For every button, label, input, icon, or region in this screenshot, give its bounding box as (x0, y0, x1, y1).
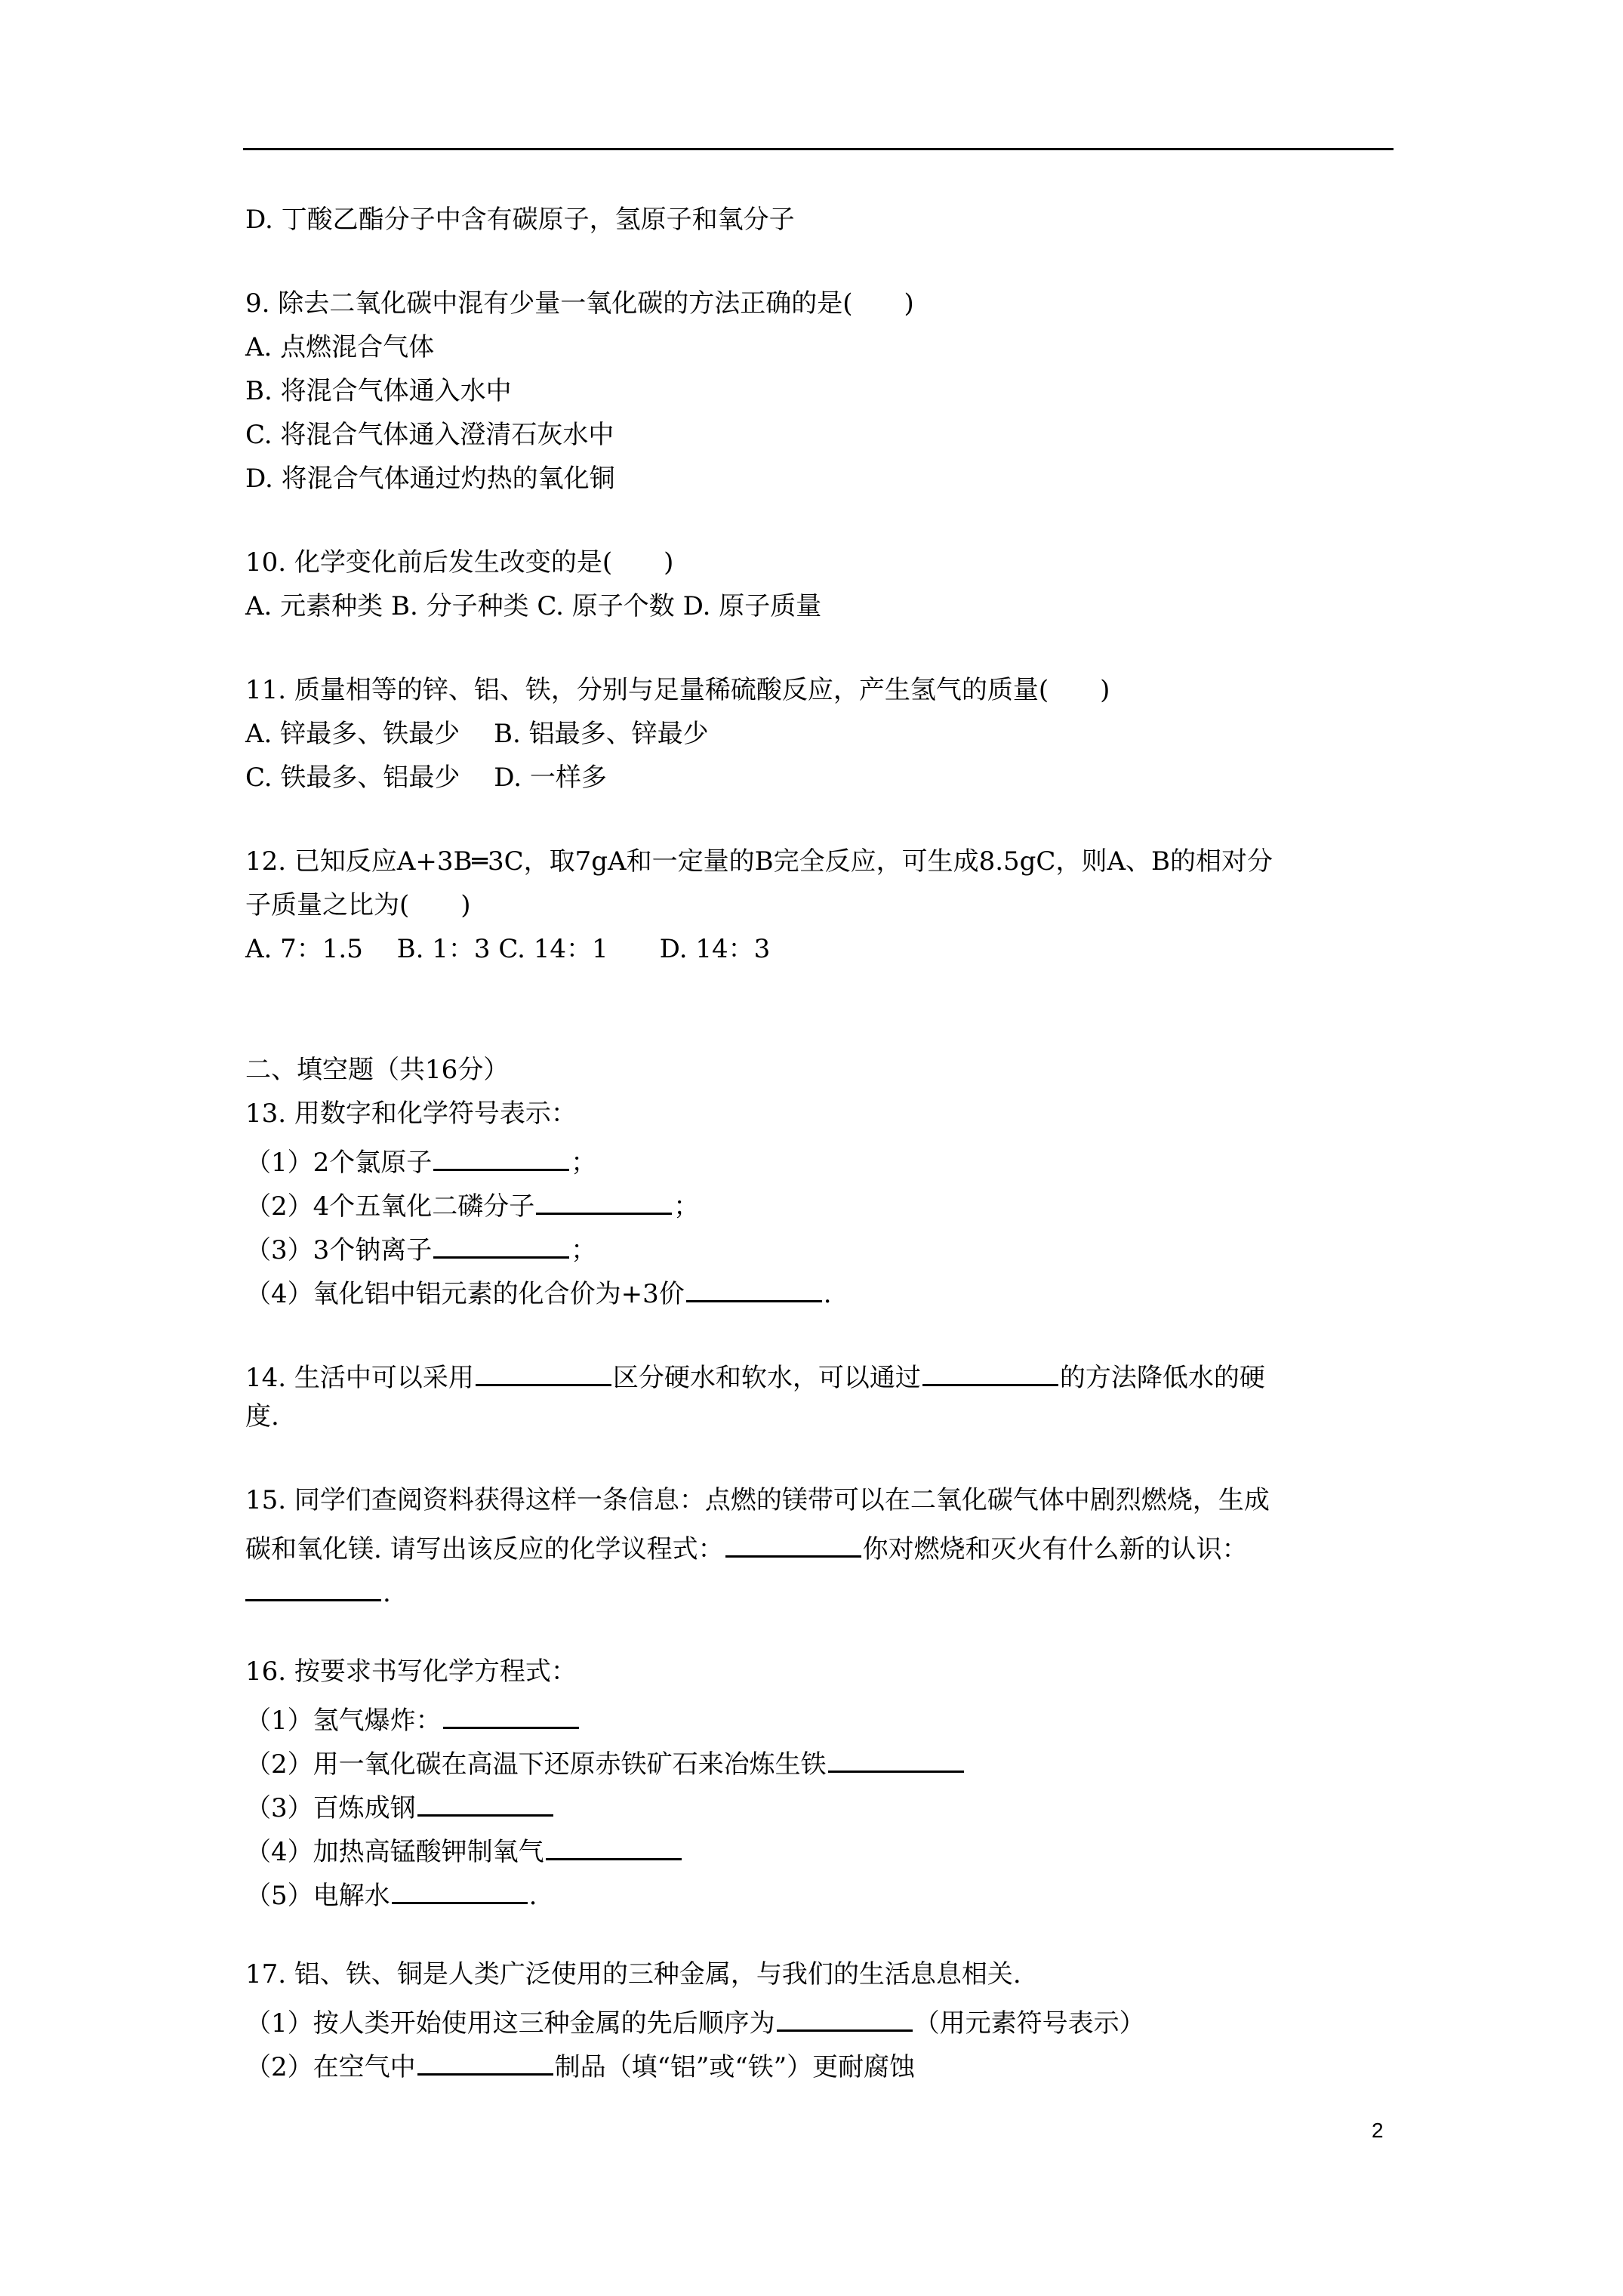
item-punct: ； (571, 1235, 597, 1265)
item-text: 制品（填“铝”或“铁”）更耐腐蚀 (554, 2052, 916, 2082)
item-text: （5）电解水 (245, 1881, 390, 1911)
answer-blank[interactable] (686, 1267, 822, 1302)
item-text: （3）3个钠离子 (245, 1235, 433, 1265)
question-11: 11. 质量相等的锌、铝、铁，分别与足量稀硫酸反应，产生氢气的质量( ) (245, 675, 1110, 705)
question-17-item (245, 1996, 1400, 2040)
question-15: 15. 同学们查阅资料获得这样一条信息：点燃的镁带可以在二氧化碳气体中剧烈燃烧，生成 (245, 1485, 1270, 1515)
question-13: 13. 用数字和化学符号表示： (245, 1099, 577, 1129)
question-text: 你对燃烧和灭火有什么新的认识： (862, 1534, 1248, 1564)
section-title: 二、填空题（共16分） (245, 1055, 510, 1085)
question-text: 的方法降低水的硬 (1059, 1363, 1265, 1393)
item-text: （1）按人类开始使用这三种金属的先后顺序为 (245, 2008, 775, 2039)
page-number: 2 (1372, 2119, 1384, 2142)
answer-blank[interactable] (417, 2040, 553, 2076)
question-16: 16. 按要求书写化学方程式： (245, 1657, 577, 1687)
item-punct: . (823, 1279, 832, 1309)
item-text: （2）4个五氧化二磷分子 (245, 1191, 535, 1222)
question-text: 碳和氧化镁. 请写出该反应的化学议程式： (245, 1534, 724, 1564)
question-14 (245, 1351, 1400, 1395)
question-12: 12. 已知反应A+3B═3C，取7gA和一定量的B完全反应，可生成8.5gC，则A、B的相对分 (245, 846, 1273, 877)
answer-blank[interactable] (443, 1693, 579, 1729)
item-punct: . (383, 1578, 391, 1608)
header-rule (243, 148, 1394, 150)
answer-blank[interactable] (392, 1869, 528, 1904)
option-line: C. 铁最多、铝最少 D. 一样多 (245, 763, 607, 793)
question-14-cont: 度. (245, 1401, 279, 1432)
question-16-item (245, 1693, 1400, 1737)
answer-blank[interactable] (922, 1351, 1058, 1386)
option-line: C. 将混合气体通入澄清石灰水中 (245, 420, 614, 450)
item-text: （1）氢气爆炸： (245, 1706, 442, 1736)
item-punct: ； (673, 1191, 700, 1222)
option-line: A. 点燃混合气体 (245, 332, 435, 362)
answer-blank[interactable] (546, 1825, 682, 1860)
item-text: （1）2个氯原子 (245, 1148, 433, 1178)
question-text: 14. 生活中可以采用 (245, 1363, 474, 1393)
item-punct: ； (571, 1148, 597, 1178)
answer-blank[interactable] (536, 1179, 672, 1215)
page-content (245, 198, 1400, 2084)
answer-blank[interactable] (433, 1136, 569, 1171)
answer-blank[interactable] (476, 1351, 611, 1386)
item-text: （2）在空气中 (245, 2052, 416, 2082)
option-line: D. 丁酸乙酯分子中含有碳原子，氢原子和氧分子 (245, 205, 795, 235)
answer-blank[interactable] (433, 1223, 569, 1259)
answer-blank[interactable] (777, 1996, 913, 2032)
option-line: D. 将混合气体通过灼热的氧化铜 (245, 464, 615, 494)
question-13-item (245, 1179, 1400, 1223)
answer-blank[interactable] (725, 1522, 861, 1558)
question-13-item (245, 1267, 1400, 1311)
question-10: 10. 化学变化前后发生改变的是( ) (245, 547, 674, 578)
question-15-cont (245, 1566, 1400, 1610)
item-text: （用元素符号表示） (913, 2008, 1145, 2039)
question-16-item (245, 1825, 1400, 1869)
question-15-cont (245, 1522, 1400, 1566)
answer-blank[interactable] (417, 1781, 553, 1817)
answer-blank[interactable] (828, 1737, 964, 1773)
item-text: （3）百炼成钢 (245, 1793, 416, 1823)
question-16-item (245, 1737, 1400, 1781)
option-line: A. 锌最多、铁最少 B. 铝最多、锌最少 (245, 719, 709, 749)
question-9: 9. 除去二氧化碳中混有少量一氧化碳的方法正确的是( ) (245, 288, 914, 319)
question-17-item (245, 2040, 1400, 2084)
question-13-item (245, 1223, 1400, 1267)
option-line: B. 将混合气体通入水中 (245, 376, 512, 406)
question-12-cont: 子质量之比为( ) (245, 890, 471, 920)
item-text: （2）用一氧化碳在高温下还原赤铁矿石来冶炼生铁 (245, 1749, 827, 1780)
question-16-item (245, 1869, 1400, 1912)
question-17: 17. 铝、铁、铜是人类广泛使用的三种金属，与我们的生活息息相关. (245, 1959, 1021, 1989)
option-line: A. 7：1.5 B. 1：3 C. 14：1 D. 14：3 (245, 934, 771, 964)
question-13-item (245, 1136, 1400, 1179)
question-text: 区分硬水和软水，可以通过 (612, 1363, 921, 1393)
answer-blank[interactable] (245, 1566, 381, 1601)
item-punct: . (528, 1881, 537, 1911)
option-line: A. 元素种类 B. 分子种类 C. 原子个数 D. 原子质量 (245, 591, 822, 621)
question-16-item (245, 1781, 1400, 1825)
item-text: （4）氧化铝中铝元素的化合价为+3价 (245, 1279, 685, 1309)
item-text: （4）加热高锰酸钾制氧气 (245, 1837, 544, 1867)
